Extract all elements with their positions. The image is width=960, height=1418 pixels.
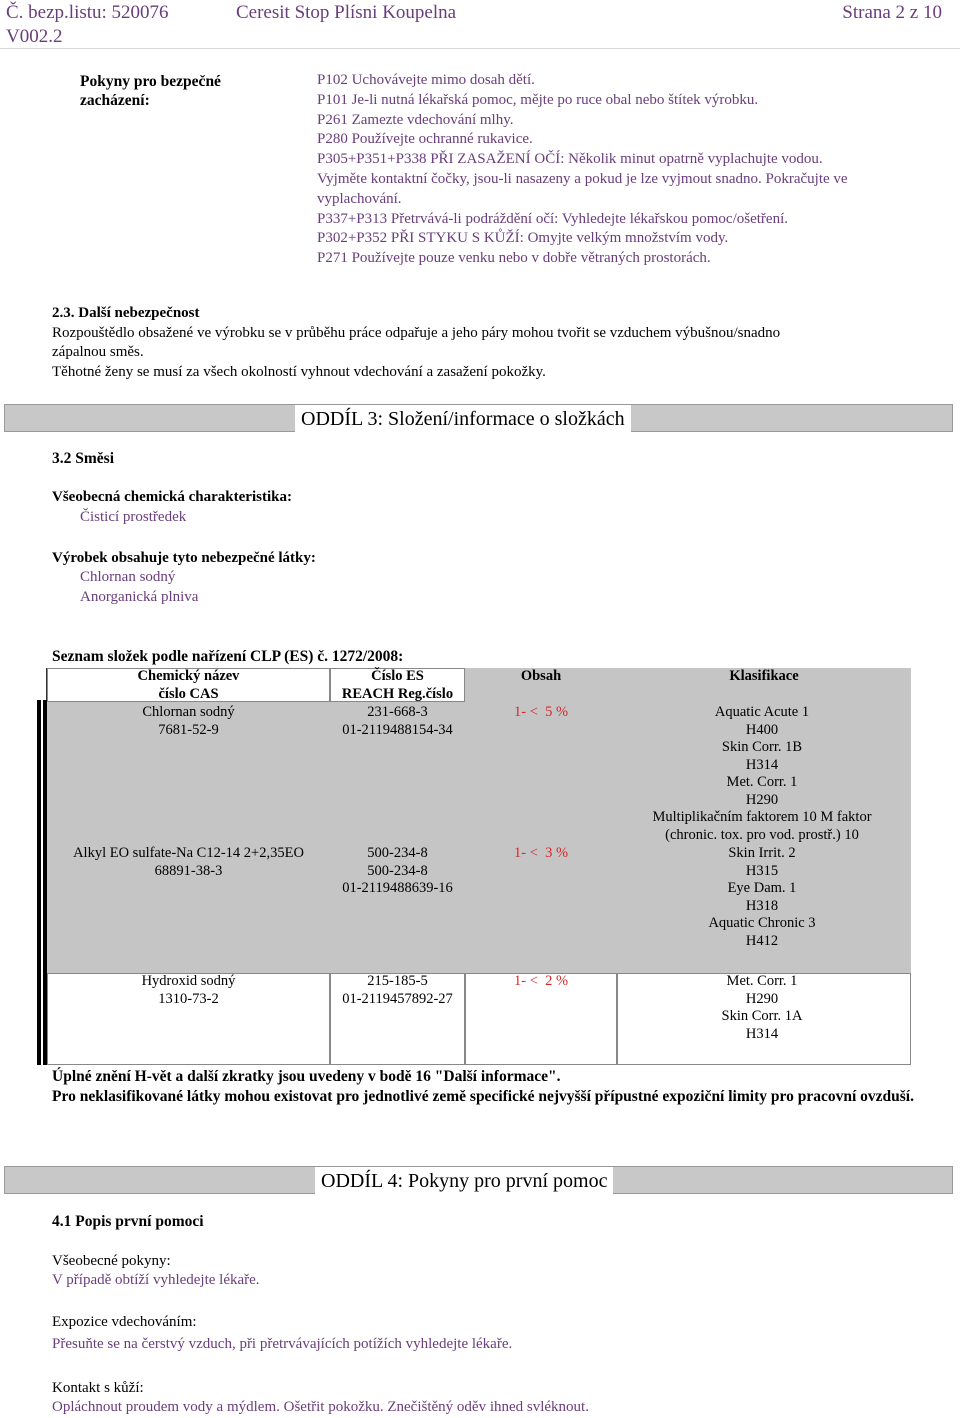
classification-line: H314 [745, 1025, 779, 1042]
col-header-es [330, 668, 465, 703]
table-row [47, 845, 330, 880]
es-number: 500-234-8 [367, 862, 428, 879]
header-text: Chemický název [137, 668, 240, 684]
header-divider [0, 48, 960, 49]
classification-line: Skin Corr. 1A [721, 1008, 803, 1024]
precautionary-statements [317, 71, 947, 269]
other-hazards-text: Těhotné ženy se musí za všech okolností vyhnout vdechování a zasažení pokožky. [52, 363, 546, 380]
classification-line: H314 [745, 756, 779, 773]
statement-line: P280 Používejte ochranné rukavice. [317, 131, 533, 148]
version: V002.2 [6, 26, 63, 47]
classification-line: H412 [745, 932, 779, 949]
statement-line: Vyjměte kontaktní čočky, jsou-li nasazeny a pokud je lze vyjmout snadno. Pokračujte ve [317, 170, 848, 187]
classification-line: H318 [745, 897, 779, 914]
sds-number: Č. bezp.listu: 520076 [6, 2, 169, 23]
es-number: 215-185-5 [367, 973, 428, 989]
classification-line: Skin Corr. 1B [721, 739, 803, 755]
col-header-name [47, 668, 330, 703]
section-3-title: ODDÍL 3: Složení/informace o složkách [295, 405, 631, 433]
statement-line: P302+P352 PŘI STYKU S KŮŽÍ: Omyjte velkým množstvím vody. [317, 230, 729, 247]
cas-number: 68891-38-3 [154, 862, 223, 879]
h-statements-note: Úplné znění H-vět a další zkratky jsou uvedeny v bodě 16 "Další informace". [52, 1068, 561, 1085]
table-row [47, 704, 330, 739]
other-hazards-text: Rozpouštědlo obsažené ve výrobku se v průběhu práce odpařuje a jeho páry mohou tvořit se vzduchem výbušnou/snadno [52, 324, 781, 341]
content-range: 1- < 5 % [514, 704, 569, 720]
inhalation-heading: Expozice vdechováním: [52, 1314, 197, 1330]
reach-number: 01-2119488639-16 [342, 880, 453, 896]
es-number: 231-668-3 [367, 704, 428, 720]
section-3-bar [4, 404, 953, 432]
statement-line: P101 Je-li nutná lékařská pomoc, mějte po ruce obal nebo štítek výrobku. [317, 91, 759, 108]
statement-line: P271 Používejte pouze venku nebo v dobře větraných prostorách. [317, 250, 711, 267]
other-hazards [52, 304, 932, 382]
reach-number: 01-2119488154-34 [342, 721, 453, 738]
statement-line: P337+P313 Přetrvává-li podráždění očí: Vyhledejte lékařskou pomoc/ošetření. [317, 210, 788, 227]
classification-cell [617, 845, 907, 950]
classification-cell [617, 704, 907, 844]
es-cell [330, 704, 465, 739]
classification-line: (chronic. tox. pro vod. prostř.) 10 [665, 826, 859, 843]
classification-line: Met. Corr. 1 [726, 774, 798, 790]
col-header-content: Obsah [520, 668, 562, 684]
exposure-limits-note: Pro neklasifikované látky mohou existovat pro jednotlivé země specifické nejvyšší přípustné expoziční limity pro pracovní ovzduší. [52, 1088, 914, 1105]
classification-line: Aquatic Chronic 3 [708, 915, 816, 931]
classification-line: Eye Dam. 1 [727, 880, 797, 896]
page-number: Strana 2 z 10 [842, 2, 942, 23]
classification-line: H400 [745, 721, 779, 738]
substance-name: Chlornan sodný [142, 704, 235, 720]
content-range: 1- < 3 % [514, 845, 569, 861]
reach-number: 01-2119457892-27 [342, 990, 453, 1007]
product-name: Ceresit Stop Plísni Koupelna [236, 2, 457, 23]
header-text: REACH Reg.číslo [341, 685, 454, 702]
general-characteristics-heading: Všeobecná chemická charakteristika: [52, 489, 292, 505]
es-cell [330, 845, 465, 898]
skin-contact-heading: Kontakt s kůží: [52, 1380, 144, 1396]
classification-line: Met. Corr. 1 [726, 973, 798, 989]
handling-label: Pokyny pro bezpečné zacházení: [80, 73, 221, 109]
cas-number: 7681-52-9 [158, 721, 219, 738]
section-4-title: ODDÍL 4: Pokyny pro první pomoc [315, 1167, 613, 1195]
clp-list-heading: Seznam složek podle nařízení CLP (ES) č. 1272/2008: [52, 648, 404, 665]
mixtures-heading: 3.2 Směsi [52, 450, 114, 467]
es-number: 500-234-8 [367, 845, 428, 861]
substance-name: Hydroxid sodný [141, 973, 236, 989]
hazardous-substance: Chlornan sodný [80, 569, 176, 585]
general-characteristics-value: Čisticí prostředek [80, 509, 187, 525]
statement-line: P305+P351+P338 PŘI ZASAŽENÍ OČÍ: Několik minut opatrně vyplachujte vodou. [317, 151, 823, 168]
general-advice-heading: Všeobecné pokyny: [52, 1253, 171, 1269]
classification-line: H315 [745, 862, 779, 879]
header-text: Číslo ES [371, 668, 424, 684]
table-row [47, 973, 330, 1008]
inhalation-text: Přesuňte se na čerstvý vzduch, při přetrvávajících potížích vyhledejte lékaře. [52, 1336, 513, 1352]
statement-line: P261 Zamezte vdechování mlhy. [317, 111, 514, 128]
es-cell [330, 973, 465, 1008]
cas-number: 1310-73-2 [158, 990, 219, 1007]
statement-line: vyplachování. [317, 190, 402, 207]
other-hazards-text: zápalnou směs. [52, 344, 144, 360]
classification-line: Aquatic Acute 1 [714, 704, 810, 720]
header-text: číslo CAS [158, 685, 219, 702]
classification-line: Multiplikačním faktorem 10 M faktor [652, 809, 872, 825]
statement-line: P102 Uchovávejte mimo dosah dětí. [317, 72, 535, 88]
classification-line: Skin Irrit. 2 [728, 845, 796, 861]
general-advice-text: V případě obtíží vyhledejte lékaře. [52, 1272, 260, 1288]
hazardous-substance: Anorganická plniva [80, 589, 199, 605]
first-aid-heading: 4.1 Popis první pomoci [52, 1213, 204, 1230]
col-header-classification: Klasifikace [729, 668, 799, 684]
section-4-bar [4, 1166, 953, 1194]
classification-line: H290 [745, 791, 779, 808]
classification-line: H290 [745, 990, 779, 1007]
substance-name: Alkyl EO sulfate-Na C12-14 2+2,35EO [73, 845, 304, 861]
hazardous-substances-heading: Výrobek obsahuje tyto nebezpečné látky: [52, 550, 316, 566]
classification-cell [617, 973, 907, 1043]
change-bar [37, 700, 41, 1065]
skin-contact-text: Opláchnout proudem vody a mýdlem. Ošetřit pokožku. Znečištěný oděv ihned svléknout. [52, 1399, 589, 1415]
other-hazards-heading: 2.3. Další nebezpečnost [52, 305, 200, 321]
content-range: 1- < 2 % [514, 973, 569, 989]
